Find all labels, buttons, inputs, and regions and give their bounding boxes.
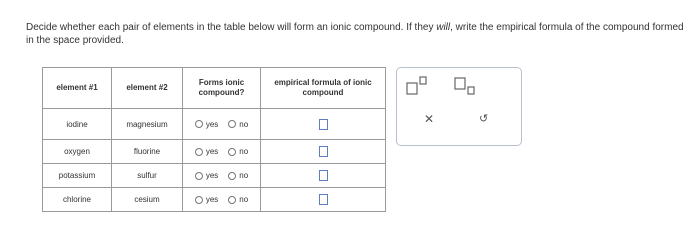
element-2-cell: cesium — [112, 188, 183, 212]
instructions-part1: Decide whether each pair of elements in the table below will form an ionic compound. If they — [26, 22, 437, 33]
instructions-emphasis: will — [436, 22, 451, 33]
element-2-cell: sulfur — [112, 164, 183, 188]
formula-input[interactable] — [319, 170, 328, 181]
formula-input[interactable] — [319, 119, 328, 130]
yes-label: yes — [205, 195, 219, 204]
table-header-row — [43, 68, 386, 109]
yes-radio[interactable] — [195, 147, 218, 156]
yes-label: yes — [205, 119, 219, 129]
table-row — [43, 188, 386, 212]
radio-circle-icon[interactable] — [195, 196, 203, 204]
forms-ionic-cell — [183, 140, 261, 164]
forms-ionic-cell — [183, 164, 261, 188]
no-radio[interactable] — [228, 195, 248, 204]
no-label: no — [239, 119, 249, 129]
formula-input[interactable] — [319, 194, 328, 205]
yes-radio[interactable] — [195, 171, 218, 180]
undo-icon[interactable]: ↺ — [479, 113, 489, 125]
header-element-1: element #1 — [43, 68, 112, 109]
forms-ionic-cell — [183, 188, 261, 212]
formula-toolbox — [396, 67, 522, 146]
element-1-cell: chlorine — [43, 188, 112, 212]
no-label: no — [239, 147, 249, 156]
formula-cell — [261, 109, 386, 140]
header-forms-ionic: Forms ionic compound? — [183, 68, 261, 109]
element-1-cell: potassium — [43, 164, 112, 188]
no-label: no — [239, 171, 249, 180]
element-2-cell: magnesium — [112, 109, 183, 140]
header-element-2: element #2 — [112, 68, 183, 109]
formula-input[interactable] — [319, 146, 328, 157]
formula-cell — [261, 164, 386, 188]
radio-circle-icon[interactable] — [228, 120, 236, 128]
radio-circle-icon[interactable] — [195, 148, 203, 156]
instructions-part2: , write the empirical formula of the compound formed in the space provided. — [26, 22, 684, 46]
element-1-cell: iodine — [43, 109, 112, 140]
element-1-cell: oxygen — [43, 140, 112, 164]
header-empirical-formula: empirical formula of ionic compound — [261, 68, 386, 109]
radio-circle-icon[interactable] — [228, 172, 236, 180]
radio-circle-icon[interactable] — [228, 196, 236, 204]
table-row — [43, 140, 386, 164]
clear-icon[interactable]: ✕ — [424, 112, 435, 126]
no-radio[interactable] — [228, 147, 248, 156]
yes-label: yes — [205, 147, 219, 156]
no-radio[interactable] — [228, 171, 248, 180]
formula-cell — [261, 188, 386, 212]
formula-cell — [261, 140, 386, 164]
radio-circle-icon[interactable] — [228, 148, 236, 156]
table-row — [43, 109, 386, 140]
subscript-icon[interactable] — [454, 76, 478, 101]
table-row — [43, 164, 386, 188]
element-2-cell: fluorine — [112, 140, 183, 164]
elements-table — [42, 67, 386, 212]
yes-radio[interactable] — [195, 195, 218, 204]
superscript-icon[interactable] — [406, 76, 430, 101]
no-radio[interactable] — [228, 120, 248, 129]
no-label: no — [239, 195, 249, 204]
instructions — [26, 21, 686, 47]
forms-ionic-cell — [183, 109, 261, 140]
radio-circle-icon[interactable] — [195, 120, 203, 128]
yes-label: yes — [205, 171, 219, 180]
yes-radio[interactable] — [195, 120, 218, 129]
radio-circle-icon[interactable] — [195, 172, 203, 180]
